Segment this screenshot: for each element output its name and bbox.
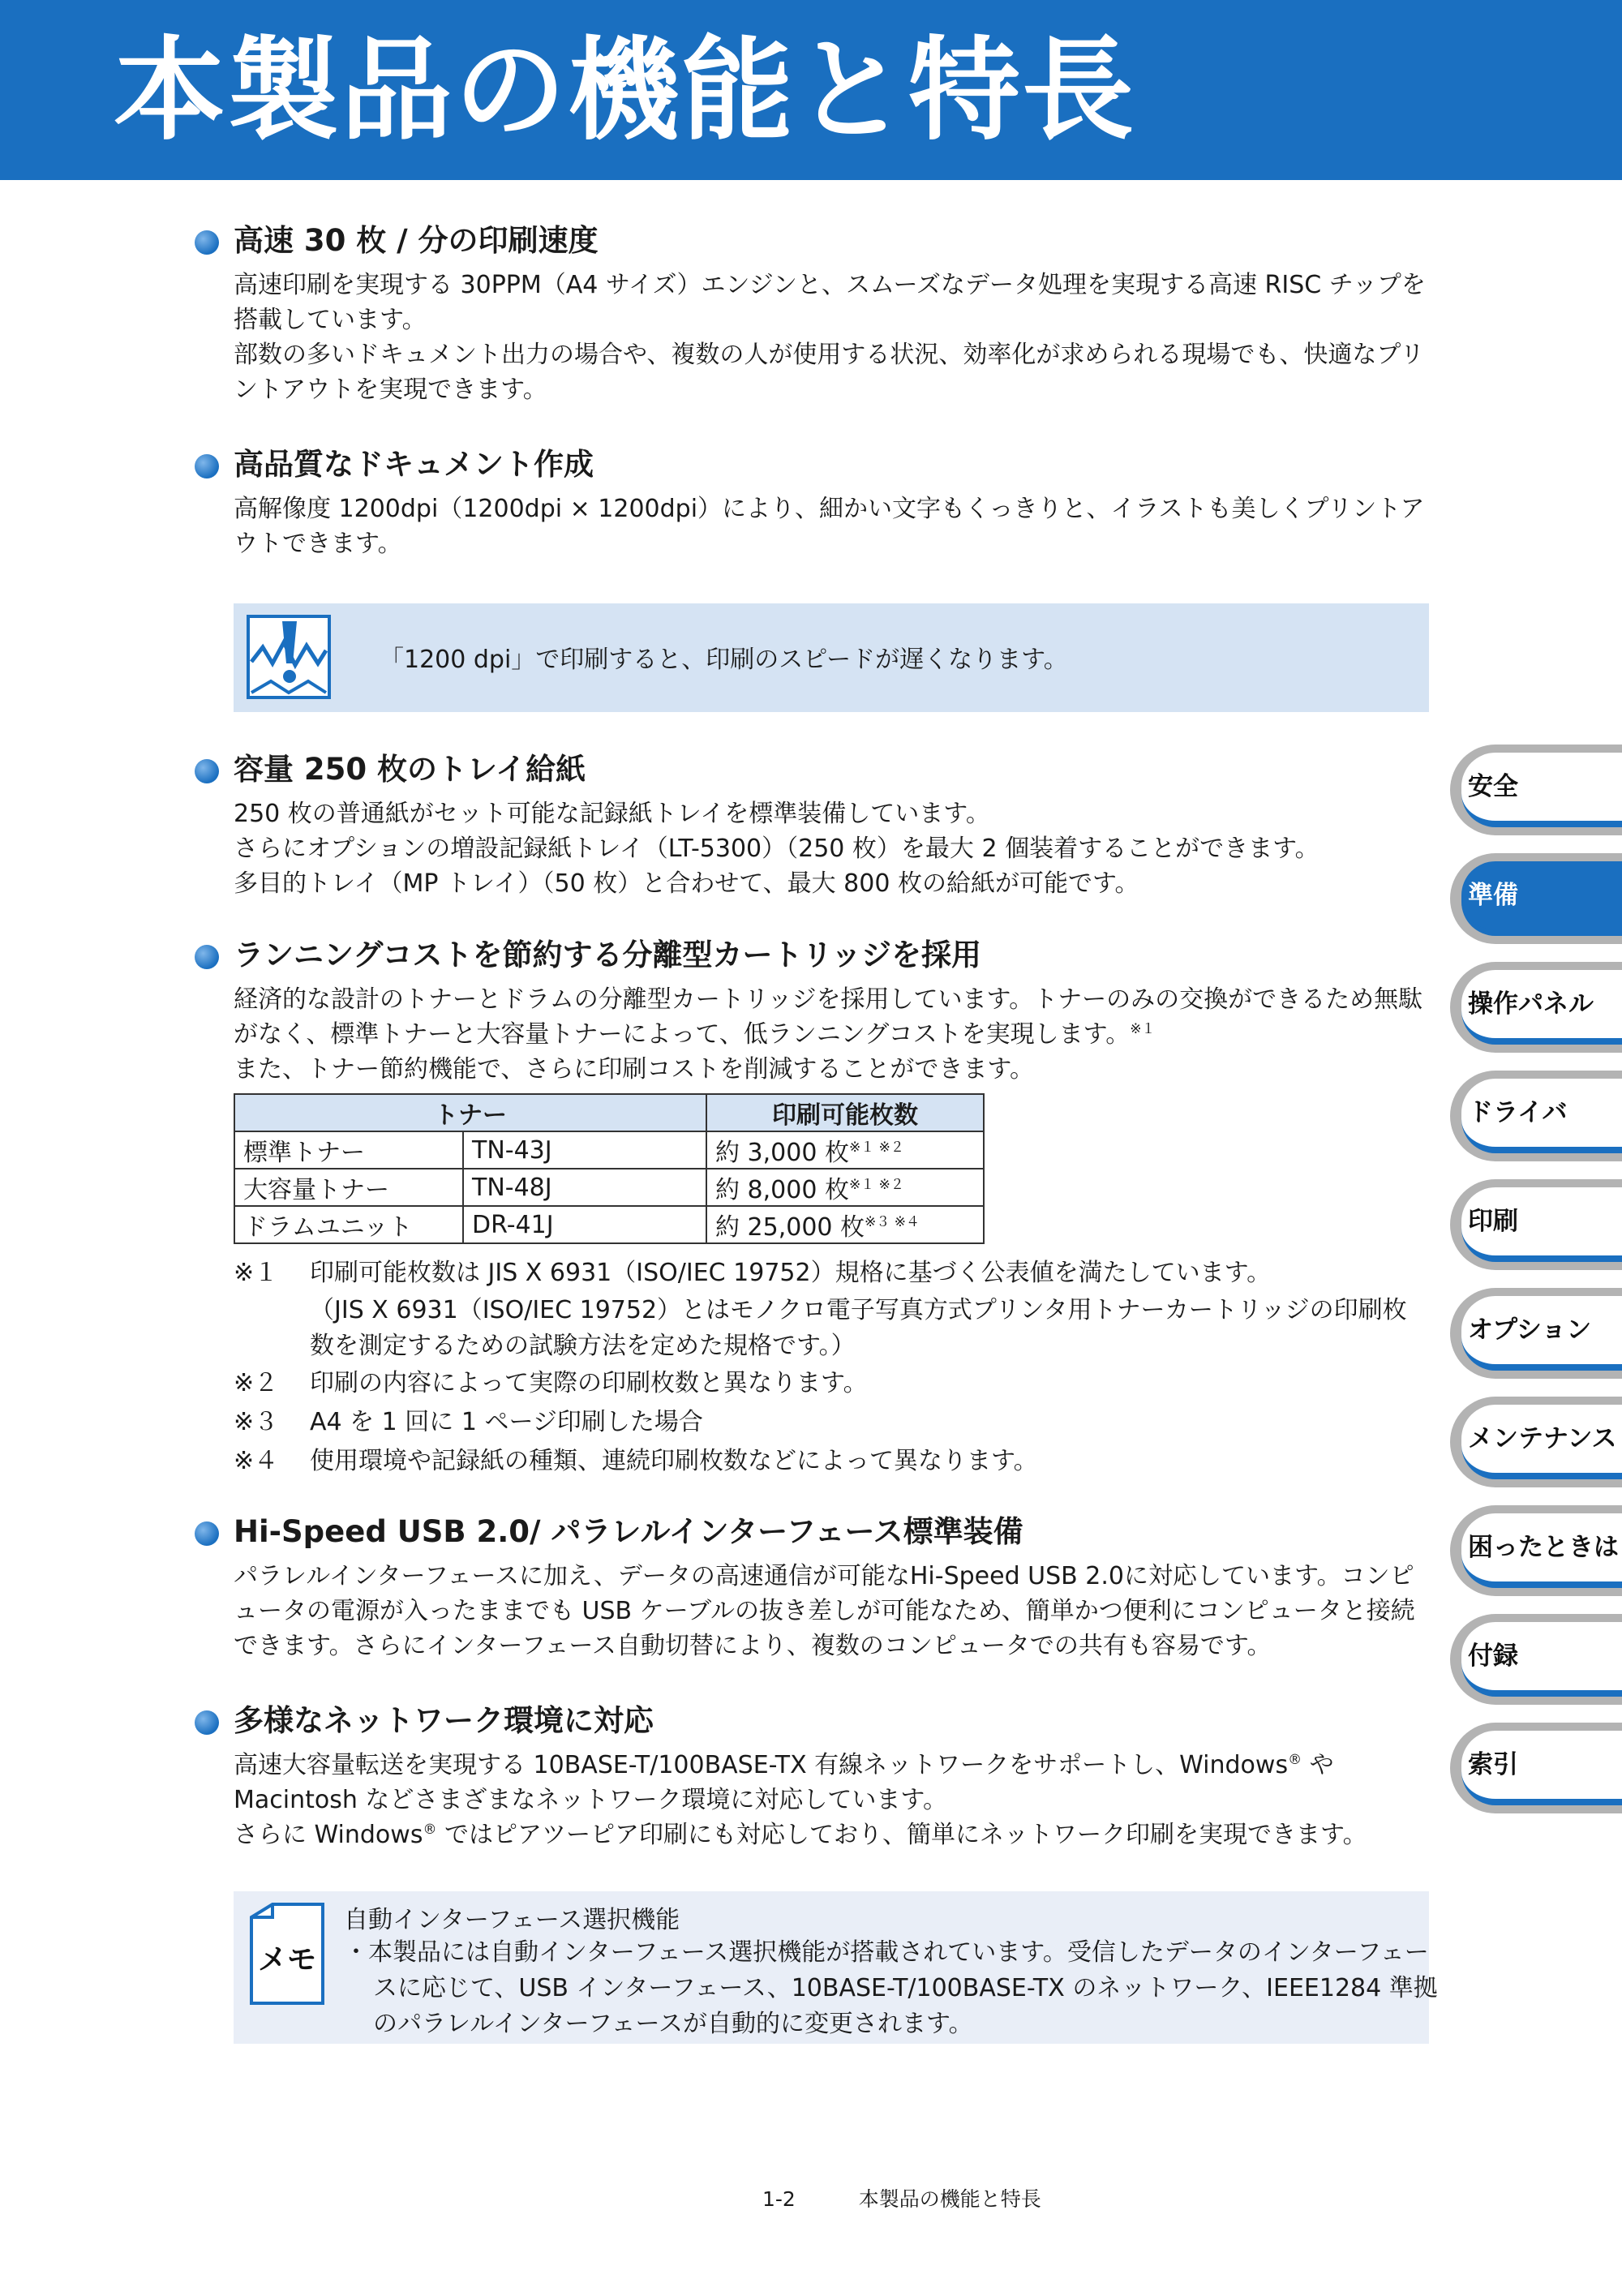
- page-title: 本製品の機能と特長: [114, 25, 1136, 156]
- table-row: [234, 1169, 984, 1206]
- footnote: ※１ 印刷可能枚数は JIS X 6931（ISO/IEC 19752）規格に基づく公表値を満たしています。 （JIS X 6931（ISO/IEC 19752）とはモノクロ電子写真方式プリンタ用トナーカートリッジの印刷枚数を測定するための試験方法を定めた規格です。）: [234, 1259, 1407, 1360]
- table-row: [234, 1206, 984, 1243]
- section-title: Hi-Speed USB 2.0/ パラレルインターフェース標準装備: [234, 1514, 1023, 1549]
- memo-icon-label: メモ: [257, 1943, 317, 1976]
- bullet-icon: [195, 454, 219, 479]
- footnote: ※４ 使用環境や記録紙の種類、連続印刷枚数などによって異なります。: [234, 1447, 1038, 1475]
- paragraph: 多目的トレイ（MP トレイ）（50 枚）と合わせて、最大 800 枚の給紙が可能です。: [234, 869, 1139, 898]
- tab-label: 索引: [1468, 1750, 1518, 1779]
- paragraph: 経済的な設計のトナーとドラムの分離型カートリッジを採用しています。トナーのみの交換ができるため無駄がなく、標準トナーと大容量トナーによって、低ランニングコストを実現します。$^{※1}$: [234, 985, 1423, 1049]
- table-cell: 大容量トナー: [234, 1169, 463, 1206]
- memo-title: 自動インターフェース選択機能: [344, 1906, 680, 1934]
- tab-label: オプション: [1468, 1315, 1592, 1345]
- footer-title: 本製品の機能と特長: [858, 2187, 1041, 2211]
- paragraph: パラレルインターフェースに加え、データの高速通信が可能なHi-Speed USB 2.0に対応しています。コンピュータの電源が入ったままでも USB ケーブルの抜き差しが可能なため、簡単かつ便利にコンピュータと接続できます。さらにインターフェース自動切替により、複数のコンピュータでの共有も容易です。: [234, 1562, 1415, 1660]
- tab-label: 準備: [1468, 881, 1518, 910]
- section-tray: [195, 748, 1429, 901]
- page-footer: [762, 2183, 1041, 2212]
- table-cell: 標準トナー: [234, 1131, 463, 1169]
- page-number: 1-2: [762, 2187, 796, 2211]
- bullet-icon: [195, 230, 219, 255]
- main-content: [195, 219, 1438, 2044]
- paragraph: 250 枚の普通紙がセット可能な記録紙トレイを標準装備しています。: [234, 800, 990, 828]
- tab-appendix[interactable]: [1444, 1614, 1622, 1705]
- table-cell: 約 25,000 枚$^{※3 ※4}$: [706, 1206, 984, 1243]
- chapter-tabs: [1444, 745, 1622, 1831]
- table-cell: 約 3,000 枚$^{※1 ※2}$: [706, 1131, 984, 1169]
- tab-label: 付録: [1468, 1642, 1518, 1671]
- tab-label: 困ったときは: [1468, 1533, 1619, 1562]
- tab-maintenance[interactable]: [1444, 1397, 1622, 1487]
- table-header: トナー: [234, 1094, 706, 1131]
- caution-callout: [234, 603, 1429, 712]
- page-header: [0, 0, 1622, 180]
- tab-index[interactable]: [1444, 1723, 1622, 1813]
- footnote-ref: ※１: [1130, 1021, 1156, 1037]
- paragraph: 高速印刷を実現する 30PPM（A4 サイズ）エンジンと、スムーズなデータ処理を実現する高速 RISC チップを搭載しています。: [234, 271, 1426, 334]
- table-cell: 約 8,000 枚$^{※1 ※2}$: [706, 1169, 984, 1206]
- toner-table: [234, 1093, 985, 1244]
- bullet-icon: [195, 1521, 219, 1546]
- callout-text: 「1200 dpi」で印刷すると、印刷のスピードが遅くなります。: [380, 646, 1068, 674]
- bullet-icon: [195, 759, 219, 783]
- tab-driver[interactable]: [1444, 1071, 1622, 1161]
- paragraph: さらにオプションの増設記録紙トレイ（LT-5300）（250 枚）を最大 2 個装着することができます。: [234, 835, 1319, 863]
- paragraph: また、トナー節約機能で、さらに印刷コストを削減することができます。: [234, 1055, 1034, 1084]
- tab-options[interactable]: [1444, 1288, 1622, 1379]
- section-network: [195, 1699, 1438, 2044]
- table-header: 印刷可能枚数: [706, 1094, 984, 1131]
- tab-label: 操作パネル: [1468, 989, 1594, 1019]
- memo-icon: [248, 1901, 326, 2006]
- footnotes: [234, 1254, 1429, 1481]
- paragraph: 高解像度 1200dpi（1200dpi × 1200dpi）により、細かい文字もくっきりと、イラストも美しくプリントアウトできます。: [234, 495, 1425, 558]
- section-title: 容量 250 枚のトレイ給紙: [234, 752, 586, 787]
- tab-troubleshooting[interactable]: [1444, 1505, 1622, 1596]
- footnote: ※３ A4 を 1 回に 1 ページ印刷した場合: [234, 1408, 703, 1436]
- tab-label: 印刷: [1468, 1207, 1518, 1236]
- section-print-speed: [195, 219, 1429, 407]
- memo-box: [234, 1891, 1438, 2044]
- bullet-icon: [195, 1710, 219, 1735]
- table-cell: ドラムユニット: [234, 1206, 463, 1243]
- table-header-row: [234, 1094, 984, 1131]
- tab-printing[interactable]: [1444, 1179, 1622, 1270]
- table-row: [234, 1131, 984, 1169]
- table-cell: TN-48J: [463, 1169, 706, 1206]
- footnote: ※２ 印刷の内容によって実際の印刷枚数と異なります。: [234, 1369, 868, 1397]
- caution-icon: [247, 615, 331, 699]
- tab-preparation[interactable]: [1444, 853, 1622, 944]
- tab-label: 安全: [1468, 772, 1518, 801]
- table-cell: TN-43J: [463, 1131, 706, 1169]
- paragraph: さらに Windows® ではピアツーピア印刷にも対応しており、簡単にネットワーク印刷を実現できます。: [234, 1821, 1367, 1849]
- bullet-icon: [195, 945, 219, 969]
- tab-label: ドライバ: [1468, 1098, 1568, 1127]
- paragraph: 部数の多いドキュメント出力の場合や、複数の人が使用する状況、効率化が求められる現場でも、快適なプリントアウトを実現できます。: [234, 341, 1425, 404]
- section-usb: [195, 1510, 1429, 1663]
- section-title: ランニングコストを節約する分離型カートリッジを採用: [234, 938, 982, 972]
- section-title: 高速 30 枚 / 分の印刷速度: [234, 223, 599, 258]
- tab-safety[interactable]: [1444, 745, 1622, 835]
- section-title: 高品質なドキュメント作成: [234, 447, 594, 482]
- memo-text: ・本製品には自動インターフェース選択機能が搭載されています。受信したデータのインターフェースに応じて、USB インターフェース、10BASE-T/100BASE-TX のネットワーク、IEEE1284 準拠のパラレルインターフェースが自動的に変更されます。: [344, 1938, 1438, 2038]
- tab-control-panel[interactable]: [1444, 962, 1622, 1053]
- tab-label: メンテナンス: [1468, 1424, 1617, 1453]
- paragraph: 高速大容量転送を実現する 10BASE-T/100BASE-TX 有線ネットワークをサポートし、Windows® や Macintosh などさまざまなネットワーク環境に対応しています。: [234, 1751, 1334, 1814]
- table-cell: DR-41J: [463, 1206, 706, 1243]
- section-title: 多様なネットワーク環境に対応: [234, 1703, 654, 1738]
- section-quality: [195, 443, 1429, 712]
- section-cartridge: [195, 933, 1429, 1481]
